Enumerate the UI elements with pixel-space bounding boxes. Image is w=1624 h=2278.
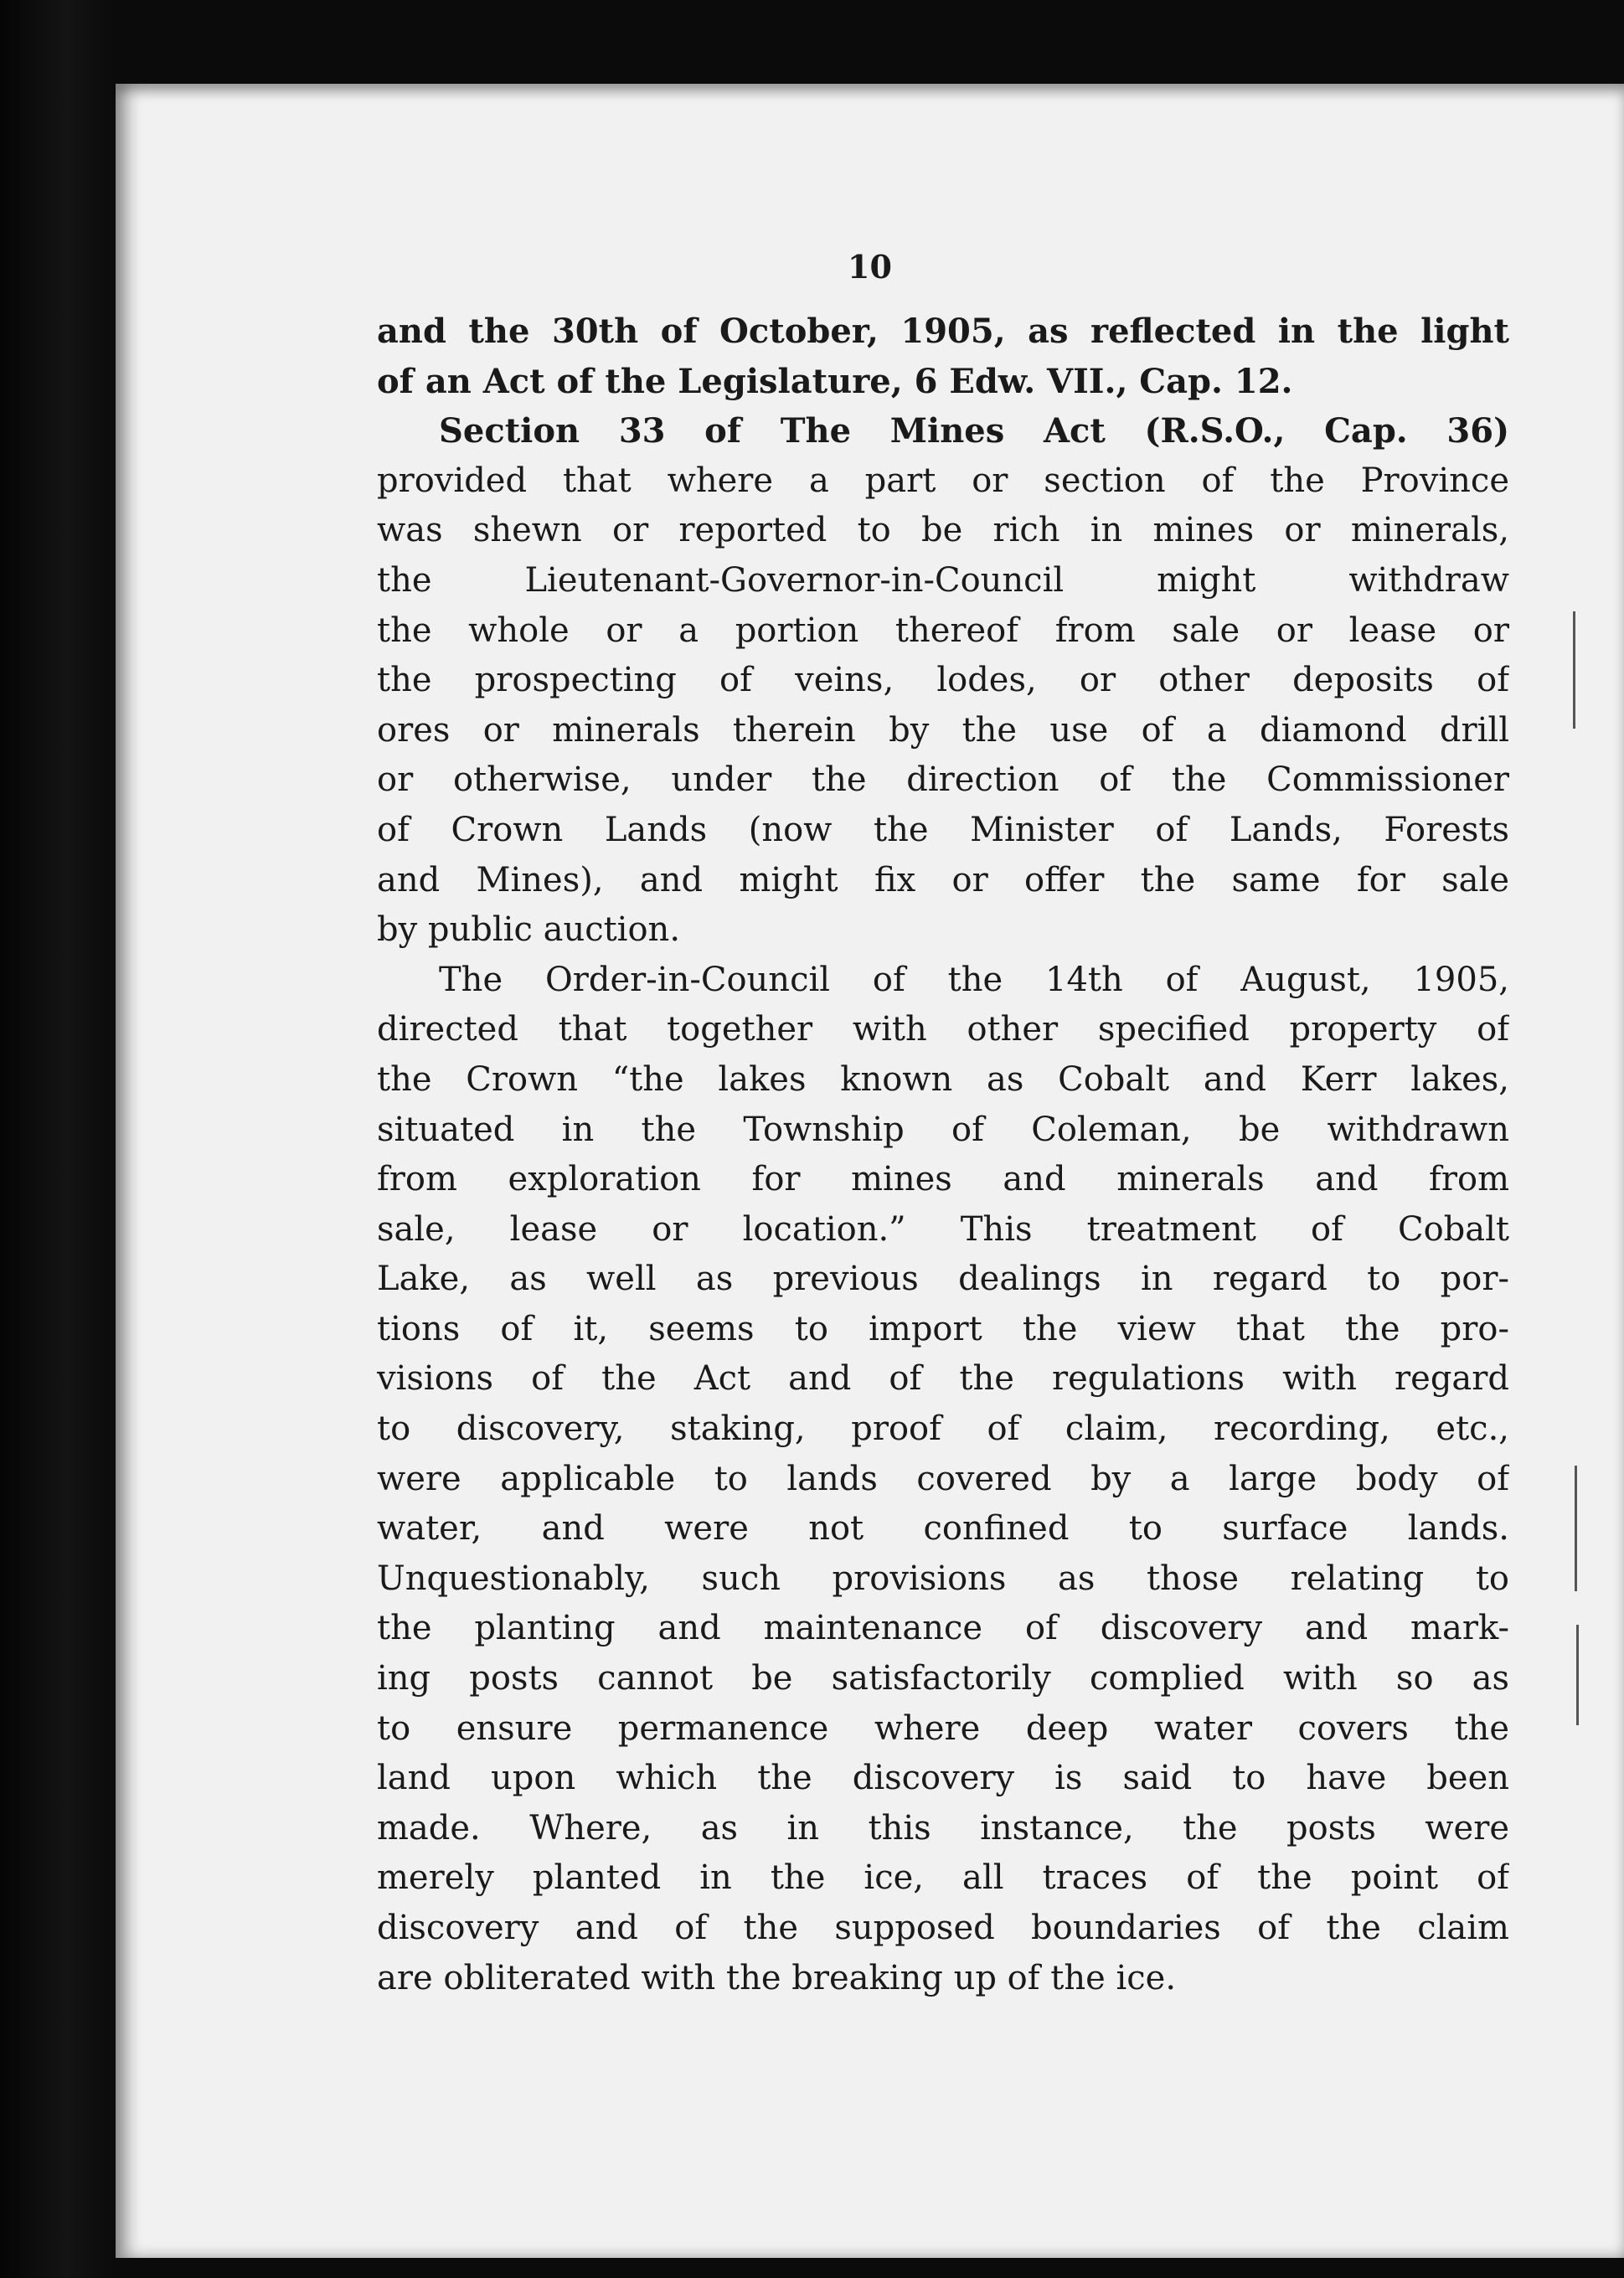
text-line: the Lieutenant-Governor-in-Council might withdraw [377,560,1509,600]
text-line: tions of it, seems to import the view that the pro- [377,1309,1509,1348]
text-line: to ensure permanence where deep water covers the [377,1708,1509,1748]
text-line: were applicable to lands covered by a large body of [377,1459,1509,1498]
text-line: provided that where a part or section of the Province [377,461,1509,500]
text-line: and Mines), and might fix or offer the same for sale [377,860,1509,899]
text-line: made. Where, as in this instance, the posts were [377,1808,1509,1848]
text-line: sale, lease or location.” This treatment of Cobalt [377,1209,1509,1249]
text-line: directed that together with other specified property of [377,1010,1509,1049]
body-text [377,307,1509,2003]
text-line: The Order-in-Council of the 14th of August, 1905, [439,960,1509,999]
text-line: or otherwise, under the direction of the Commissioner [377,760,1509,800]
text-line: was shewn or reported to be rich in mines or minerals, [377,511,1509,550]
scan-artifact [1575,1466,1577,1591]
text-line: visions of the Act and of the regulations with regard [377,1359,1509,1399]
text-line: the planting and maintenance of discovery and mark- [377,1609,1509,1648]
text-line: merely planted in the ice, all traces of the point of [377,1858,1509,1898]
text-line: to discovery, staking, proof of claim, recording, etc., [377,1410,1509,1449]
text-line: situated in the Township of Coleman, be withdrawn [377,1110,1509,1149]
text-line: from exploration for mines and minerals and from [377,1160,1509,1199]
text-line: ores or minerals therein by the use of a diamond drill [377,710,1509,750]
text-line: water, and were not confined to surface lands. [377,1509,1509,1549]
text-line: Unquestionably, such provisions as those relating to [377,1559,1509,1598]
text-line: Section 33 of The Mines Act (R.S.O., Cap. 36) [439,411,1509,451]
scan-artifact [1576,1625,1579,1725]
document-page [116,84,1624,2258]
text-line: the prospecting of veins, lodes, or other deposits of [377,661,1509,700]
text-line: by public auction. [377,910,681,950]
text-line: the whole or a portion thereof from sale or lease or [377,611,1509,650]
page-number: 10 [848,248,892,286]
text-line: of an Act of the Legislature, 6 Edw. VII., Cap. 12. [377,361,1293,401]
text-line: the Crown “the lakes known as Cobalt and Kerr lakes, [377,1059,1509,1099]
scan-artifact [1573,611,1575,729]
text-line: ing posts cannot be satisfactorily complied with so as [377,1659,1509,1698]
text-line: land upon which the discovery is said to have been [377,1759,1509,1798]
text-line: discovery and of the supposed boundaries of the claim [377,1909,1509,1947]
text-line: and the 30th of October, 1905, as reflected in the light [377,312,1509,351]
text-line: of Crown Lands (now the Minister of Lands, Forests [377,810,1509,849]
text-line: Lake, as well as previous dealings in regard to por- [377,1260,1509,1299]
text-line: are obliterated with the breaking up of the ice. [377,1958,1177,1997]
